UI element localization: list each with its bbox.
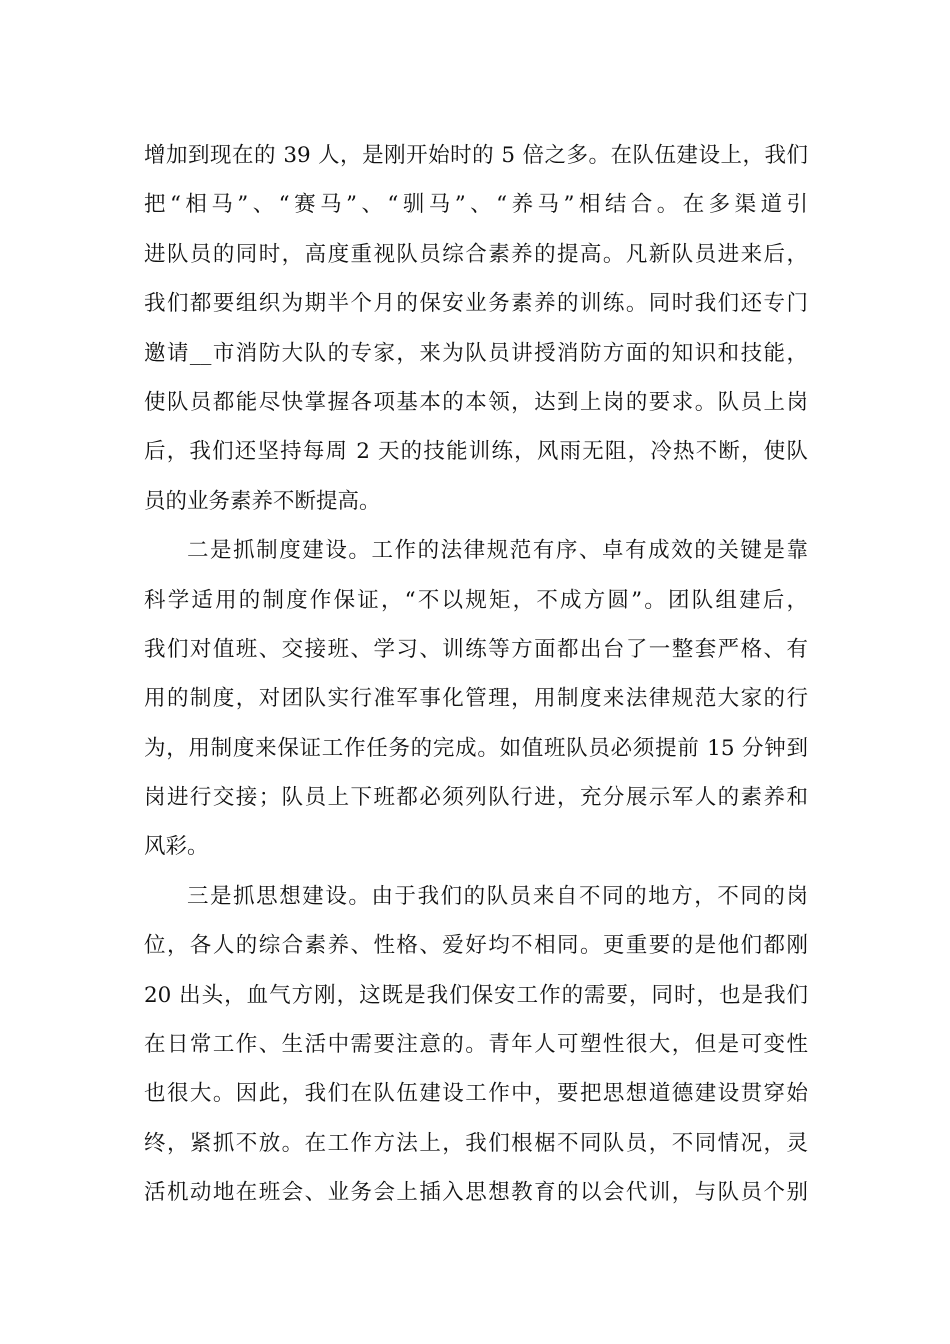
- text-line: 邀请__市消防大队的专家，来为队员讲授消防方面的知识和技能，: [144, 340, 808, 366]
- text-line: 三是抓思想建设。由于我们的队员来自不同的地方，不同的岗: [187, 883, 808, 909]
- text-line: 在日常工作、生活中需要注意的。青年人可塑性很大，但是可变性: [144, 1032, 808, 1058]
- text-line: 活机动地在班会、业务会上插入思想教育的以会代训，与队员个别: [144, 1180, 808, 1206]
- text-line: 后，我们还坚持每周 2 天的技能训练，风雨无阻，冷热不断，使队: [144, 439, 808, 465]
- text-line: 我们对值班、交接班、学习、训练等方面都出台了一整套严格、有: [144, 636, 808, 662]
- text-line: 进队员的同时，高度重视队员综合素养的提高。凡新队员进来后，: [144, 241, 808, 267]
- text-line: 位，各人的综合素养、性格、爱好均不相同。更重要的是他们都刚: [144, 933, 808, 959]
- text-line: 风彩。: [144, 834, 209, 860]
- text-line: 二是抓制度建设。工作的法律规范有序、卓有成效的关键是靠: [187, 538, 808, 564]
- text-line: 增加到现在的 39 人，是刚开始时的 5 倍之多。在队伍建设上，我们: [144, 143, 808, 168]
- text-line: 岗进行交接；队员上下班都必须列队行进，充分展示军人的素养和: [144, 785, 808, 811]
- paragraph-2: [144, 526, 808, 872]
- text-line: 20 出头，血气方刚，这既是我们保安工作的需要，同时，也是我们: [144, 982, 808, 1008]
- text-line: 科学适用的制度作保证，“不以规矩，不成方圆”。团队组建后，: [144, 587, 808, 613]
- document-body: [144, 131, 808, 1218]
- paragraph-3: [144, 872, 808, 1218]
- text-line: 也很大。因此，我们在队伍建设工作中，要把思想道德建设贯穿始: [144, 1081, 808, 1107]
- text-line: 使队员都能尽快掌握各项基本的本领，达到上岗的要求。队员上岗: [144, 389, 808, 415]
- text-line: 员的业务素养不断提高。: [144, 488, 381, 514]
- text-line: 我们都要组织为期半个月的保安业务素养的训练。同时我们还专门: [144, 291, 808, 317]
- text-line: 把“相马”、“赛马”、“驯马”、“养马”相结合。在多渠道引: [144, 192, 808, 218]
- text-line: 为，用制度来保证工作任务的完成。如值班队员必须提前 15 分钟到: [144, 735, 808, 761]
- text-line: 终，紧抓不放。在工作方法上，我们根椐不同队员，不同情况，灵: [144, 1130, 808, 1156]
- paragraph-1: [144, 131, 808, 526]
- text-line: 用的制度，对团队实行准军事化管理，用制度来法律规范大家的行: [144, 686, 808, 712]
